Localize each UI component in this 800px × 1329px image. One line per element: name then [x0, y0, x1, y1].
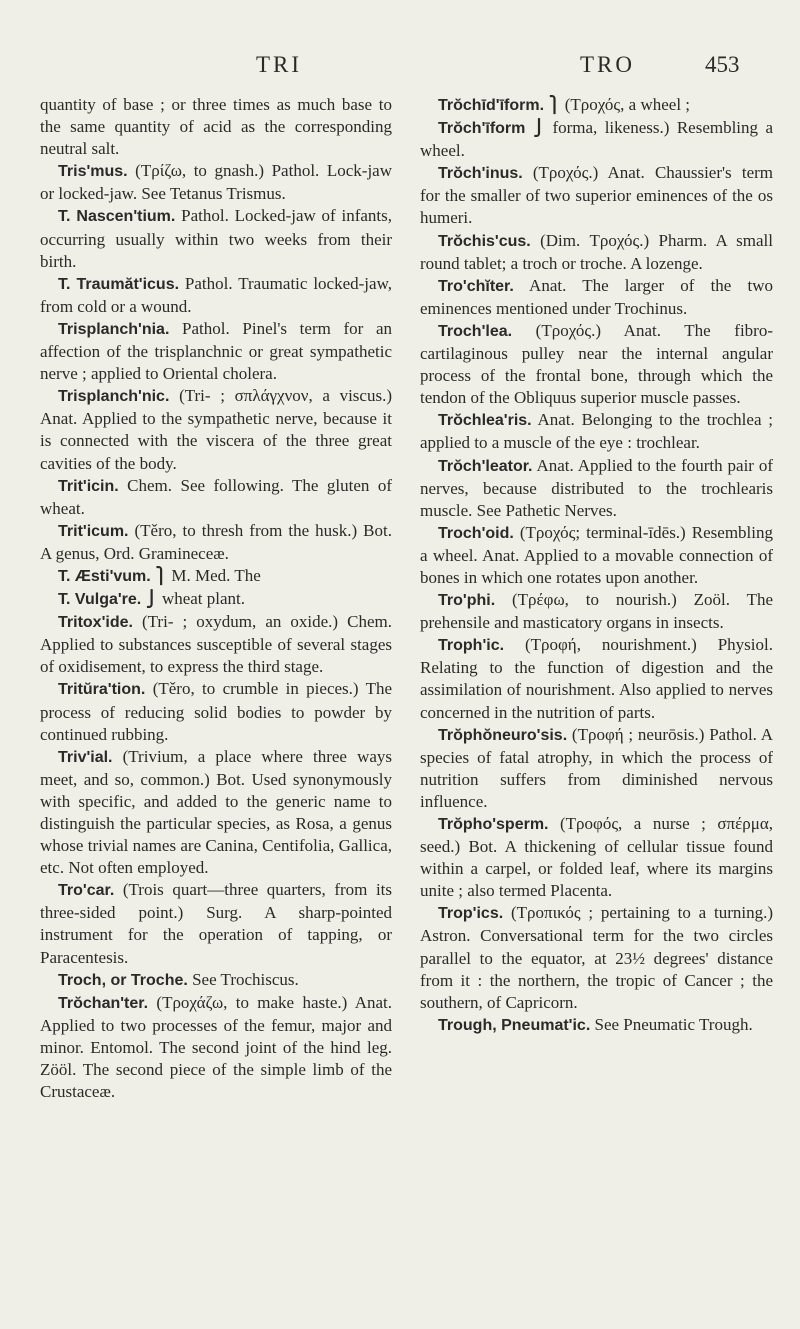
entry-term: Tritŭra'tion. [58, 681, 146, 699]
dictionary-entry [420, 275, 773, 320]
dictionary-entry [40, 318, 392, 385]
dictionary-entry [40, 746, 392, 880]
entry-term: Troch, or Troche. [58, 971, 188, 989]
entry-term: Trŏch'inus. [438, 165, 523, 183]
entry-definition: (Τροφή ; neurōsis.) Pathol. A species of fatal atrophy, in which the process of nutrition suffers from diminished nervous influence. [420, 724, 773, 811]
dictionary-entry [40, 611, 392, 678]
dictionary-entry [420, 589, 773, 634]
entry-definition: (Těro, to thresh from the husk.) Bot. A genus, Ord. Gramineceæ. [40, 520, 392, 563]
entry-term: Trŏchlea'ris. [438, 412, 532, 430]
entry-definition: Anat. Belonging to the trochlea ; applied to a muscle of the eye : trochlear. [420, 410, 773, 453]
dictionary-entry [40, 678, 392, 745]
dictionary-entry [40, 160, 392, 205]
entry-definition: Anat. The larger of the two eminences mentioned under Trochinus. [420, 275, 773, 318]
dictionary-entry [420, 117, 773, 162]
entry-definition: (Τροχάζω, to make haste.) Anat. Applied to two processes of the femur, major and minor. Entomol. The second joint of the hind leg. Zööl. The second piece of the simple limb of the Crustaceæ. [40, 992, 392, 1102]
entry-definition: quantity of base ; or three times as much base to the same quantity of acid as the corresponding neutral salt. [40, 95, 392, 159]
entry-term: Troph'ic. [438, 637, 505, 655]
entry-term: Trop'ics. [438, 905, 504, 923]
entry-definition: (Τροφός, a nurse ; σπέρμα, seed.) Bot. A thickening of cellular tissue found within a carpel, or folded leaf, where its margins unite ; also termed Placenta. [420, 814, 773, 901]
entry-term: Trŏchis'cus. [438, 232, 531, 250]
dictionary-entry [420, 162, 773, 229]
entry-definition: forma, likeness.) Resembling a wheel. [420, 118, 773, 161]
entry-term: T. Æsti'vum. ⎫ [58, 567, 168, 585]
entry-term: Tro'chĭter. [438, 277, 514, 295]
dictionary-entry [40, 588, 392, 611]
entry-term: Tris'mus. [58, 163, 128, 181]
dictionary-entry [40, 992, 392, 1103]
entry-definition: Pathol. Traumatic locked-jaw, from cold or a wound. [40, 273, 392, 316]
entry-definition: (Trivium, a place where three ways meet, and so, common.) Bot. Used synonymously with specific, and added to the generic name to distinguish the particular species, as Rosa, a genus whose trivial names are Canina, Centifolia, Gallica, etc. Not often employed. [40, 746, 392, 878]
entry-definition: Chem. See following. The gluten of wheat. [40, 475, 392, 518]
dictionary-entry [40, 385, 392, 474]
entry-term: Troch'oid. [438, 524, 514, 542]
entry-definition: (Τροχός, a wheel ; [564, 95, 691, 114]
entry-term: Trŏpho'sperm. [438, 816, 549, 833]
entry-term: Trŏchan'ter. [58, 994, 149, 1012]
page-number: 453 [705, 52, 740, 77]
entry-definition: (Τρέφω, to nourish.) Zoöl. The prehensile and masticatory organs in insects. [420, 590, 773, 633]
entry-term: Trŏphŏneuro'sis. [438, 726, 568, 744]
dictionary-entry [40, 475, 392, 520]
entry-term: Tritox'ide. [58, 614, 133, 632]
entry-term: T. Traumăt'icus. [58, 275, 180, 293]
entry-definition: (Τροχός; terminal-īdēs.) Resembling a wheel. Anat. Applied to a movable connection of bones in which one rotates upon another. [420, 522, 773, 587]
dictionary-entry [40, 969, 392, 992]
dictionary-entry [420, 320, 773, 409]
entry-term: Trŏch'leator. [438, 457, 533, 475]
entry-term: Troch'lea. [438, 322, 513, 340]
entry-definition: (Τροπικός ; pertaining to a turning.) Astron. Conversational term for the two circles parallel to the equator, at 23½ degrees' distance from it : the northern, the tropic of Cancer ; the southern, of Capricorn. [420, 903, 773, 1012]
entry-definition: M. Med. The [171, 565, 261, 585]
left-column [40, 94, 392, 1274]
entry-term: Tro'phi. [438, 592, 496, 610]
entry-definition: Pathol. Locked-jaw of infants, occurring usually within two weeks from their birth. [40, 206, 392, 271]
header-right-guide-word: TRO [580, 52, 635, 77]
entry-definition: (Těro, to crumble in pieces.) The process of reducing solid bodies to powder by continued rubbing. [40, 679, 392, 744]
dictionary-entry [40, 94, 392, 160]
entry-term: Trit'icum. [58, 522, 129, 540]
dictionary-entry [420, 634, 773, 723]
entry-definition: (Τροχός.) Anat. Chaussier's term for the smaller of two superior eminences of the os humeri. [420, 163, 773, 228]
entry-definition: (Τροφή, nourishment.) Physiol. Relating to the function of digestion and the assimilation of nourishment. Also applied to nerves concerned in the nutrition of parts. [420, 635, 773, 722]
entry-definition: (Τρίζω, to gnash.) Pathol. Lock-jaw or locked-jaw. See Tetanus Trismus. [40, 161, 392, 204]
dictionary-entry [420, 813, 773, 902]
entry-definition: Pathol. Pinel's term for an affection of the trisplanchnic or great sympathetic nerve ; applied to Oriental cholera. [40, 318, 392, 384]
running-header [0, 52, 800, 82]
entry-term: Trisplanch'nic. [58, 388, 170, 406]
dictionary-entry [40, 879, 392, 968]
dictionary-entry [40, 565, 392, 588]
dictionary-entry [420, 230, 773, 275]
entry-term: Trough, Pneumat'ic. [438, 1016, 591, 1034]
entry-term: T. Nascen'tium. [58, 208, 176, 226]
dictionary-entry [420, 1014, 773, 1037]
entry-definition: See Trochiscus. [192, 969, 299, 989]
dictionary-entry [40, 520, 392, 565]
entry-term: Triv'ial. [58, 748, 113, 766]
dictionary-entry [420, 94, 773, 117]
entry-term: Tro'car. [58, 882, 115, 900]
dictionary-entry [420, 902, 773, 1013]
dictionary-entry [420, 724, 773, 813]
dictionary-entry [420, 455, 773, 522]
entry-term: Trisplanch'nia. [58, 320, 170, 338]
dictionary-entry [420, 409, 773, 454]
entry-definition: (Tri- ; oxydum, an oxide.) Chem. Applied to substances susceptible of several stages of oxidisement, to express the third stage. [40, 612, 392, 677]
entry-term: Trit'icin. [58, 477, 119, 495]
dictionary-entry [420, 522, 773, 589]
header-left-guide-word: TRI [256, 52, 303, 77]
entry-definition: (Tri- ; σπλάγχνον, a viscus.) Anat. Applied to the sympathetic nerve, because it is connected with the viscera of the three great cavities of the body. [40, 386, 392, 473]
entry-definition: wheat plant. [161, 589, 246, 609]
dictionary-entry [40, 205, 392, 272]
entry-definition: (Dim. Τροχός.) Pharm. A small round tablet; a troch or troche. A lozenge. [420, 230, 773, 273]
entry-definition: Anat. Applied to the fourth pair of nerves, because distributed to the trochlearis muscle. See Pathetic Nerves. [420, 455, 773, 520]
entry-term: Trŏch'īform ⎭ [438, 120, 545, 138]
dictionary-entry [40, 273, 392, 318]
entry-term: Trŏchīd'īform. ⎫ [438, 97, 561, 114]
entry-definition: See Pneumatic Trough. [594, 1014, 753, 1034]
entry-term: T. Vulga're. ⎭ [58, 591, 158, 609]
entry-definition: (Τροχός.) Anat. The fibro-cartilaginous pulley near the internal angular process of the frontal bone, through which the tendon of the Obliquus superior muscle passes. [420, 320, 773, 408]
right-column [420, 94, 773, 1274]
entry-definition: (Trois quart—three quarters, from its three-sided point.) Surg. A sharp-pointed instrument for the operation of tapping, or Paracentesis. [40, 880, 392, 967]
